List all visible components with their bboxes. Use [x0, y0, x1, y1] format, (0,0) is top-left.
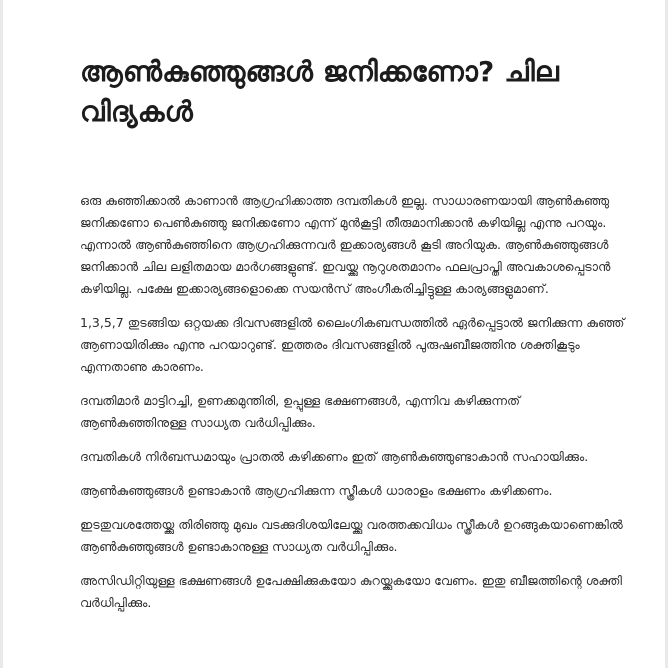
article-paragraph-2: 1,3,5,7 തുടങ്ങിയ ഒറ്റയക്ക ദിവസങ്ങളിൽ ലൈംഗികബന്ധത്തിൽ ഏർപ്പെട്ടാൽ ജനിക്കുന്ന കുഞ്ഞ് ആണായിരിക്കും എന്നു പറയാറുണ്ട്. ഇത്തരം ദിവസങ്ങളിൽ പുരുഷബീജത്തിനു ശക്തികൂടും എന്നതാണു കാരണം. — [80, 315, 625, 374]
article — [80, 0, 628, 626]
article-paragraph-1: ഒരു കുഞ്ഞിക്കാൽ കാണാൻ ആഗ്രഹിക്കാത്ത ദമ്പതികൾ ഇല്ല. സാധാരണയായി ആൺകുഞ്ഞു ജനിക്കണോ പെൺകുഞ്ഞു ജനിക്കണോ എന്ന് മുൻകൂട്ടി തീരുമാനിക്കാൻ കഴിയില്ല എന്നു പറയും. എന്നാൽ ആൺകുഞ്ഞിനെ ആഗ്രഹിക്കുന്നവർ ഇക്കാര്യങ്ങൾ കൂടി അറിയുക. ആൺകുഞ്ഞുങ്ങൾ ജനിക്കാൻ ചില ലളിതമായ മാർഗങ്ങളുണ്ട്. ഇവയ്ക്കു നൂറുശതമാനം ഫലപ്രാപ്തി അവകാശപ്പെടാൻ കഴിയില്ല. പക്ഷേ ഇക്കാര്യങ്ങളൊക്കെ സയൻസ് അംഗീകരിച്ചിട്ടുള്ള കാര്യങ്ങളുമാണ്. — [80, 193, 611, 296]
page-edge-left — [0, 0, 3, 668]
article-paragraph-5: ആൺകുഞ്ഞുങ്ങൾ ഉണ്ടാകാൻ ആഗ്രഹിക്കുന്ന സ്ത്രീകൾ ധാരാളം ഭക്ഷണം കഴിക്കണം. — [80, 483, 553, 498]
article-paragraph-3: ദമ്പതിമാർ മാട്ടിറച്ചി, ഉണക്കമുന്തിരി, ഉപ്പുള്ള ഭക്ഷണങ്ങൾ, എന്നിവ കഴിക്കുന്നത് ആൺകുഞ്ഞിനുള്ള സാധ്യത വർധിപ്പിക്കും. — [80, 393, 521, 430]
article-paragraph-6: ഇടതുവശത്തേയ്ക്കു തിരിഞ്ഞു മുഖം വടക്കുദിശയിലേയ്ക്കു വരത്തക്കവിധം സ്ത്രീകൾ ഉറങ്ങുകയാണെങ്കിൽ ആൺകുഞ്ഞുങ്ങൾ ഉണ്ടാകാനുള്ള സാധ്യത വർധിപ്പിക്കും. — [80, 517, 623, 554]
article-title: ആൺകുഞ്ഞുങ്ങൾ ജനിക്കണോ? ചില വിദ്യകൾ — [80, 55, 560, 128]
article-body — [80, 190, 628, 614]
article-paragraph-4: ദമ്പതികൾ നിർബന്ധമായും പ്രാതൽ കഴിക്കണം ഇത് ആൺകുഞ്ഞുണ്ടാകാൻ സഹായിക്കും. — [80, 449, 589, 464]
article-paragraph-7: അസിഡിറ്റിയുള്ള ഭക്ഷണങ്ങൾ ഉപേക്ഷിക്കുകയോ കുറയ്ക്കുകയോ വേണം. ഇതു ബീജത്തിന്റെ ശക്തി വർധിപ്പിക്കും. — [80, 573, 622, 610]
